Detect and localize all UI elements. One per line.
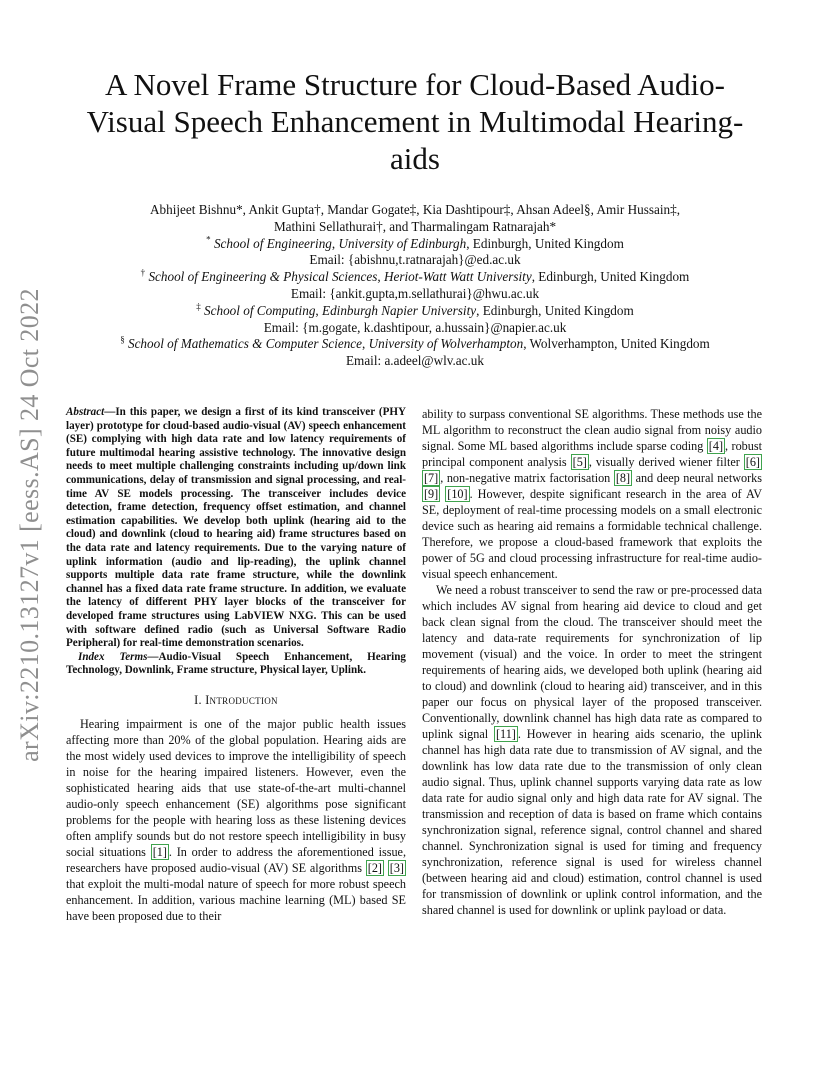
index-terms bbox=[66, 651, 406, 678]
citation-link[interactable]: [9] bbox=[424, 487, 439, 501]
citation-link[interactable]: [5] bbox=[572, 455, 587, 469]
citation-link[interactable]: [4] bbox=[708, 439, 724, 453]
paper-title: A Novel Frame Structure for Cloud-Based Audio-Visual Speech Enhancement in Multimodal Hearing-aids bbox=[86, 67, 744, 176]
citation-link[interactable]: [2] bbox=[367, 860, 382, 875]
right-column bbox=[422, 406, 762, 918]
affiliation-4-email: Email: a.adeel@wlv.ac.uk bbox=[346, 353, 484, 369]
affiliation-2: † School of Engineering & Physical Sciences, Heriot-Watt Watt University, Edinburgh, United Kingdom bbox=[140, 267, 690, 285]
affiliation-2-email: Email: {ankit.gupta,m.sellathurai}@hwu.ac.uk bbox=[290, 285, 540, 301]
intro-paragraph-2: We need a robust transceiver to send the raw or pre-processed data which includes AV signal from hearing aid device to cloud and get back clean signal from the cloud. The transceiver should meet the latency and data-rate requirements for synchronization of lip movement (visual) and the voice. In order to meet the stringent requirements of hearing aids, we developed both uplink (hearing aid to cloud) and downlink (cloud to hearing aid) transceiver, and in this paper our focus on physical layer of the proposed transceiver. Conventionally, downlink channel has high data rate as compared to uplink signal [11] . However in hearing aids scenario, the uplink channel has high data rate due to transmission of AV signal, and the downlink has low data rate due to the transmission of only clean audio signal. Thus, uplink channel supports varying data rate as low data rate for audio signal only and high data rate for AV signal. The transmission and reception of data is based on frame which contains synchronization signal, reference signal, control channel and shared channel. Synchronization signal is used for timing and frequency synchronization, reference signal is used for wireless channel (between hearing aid and cloud) estimation, control channel is used for transmission of downlink or uplink control information, and the shared channel is used for downlink or uplink payload or data. bbox=[422, 583, 762, 917]
citation-link[interactable]: [10] bbox=[447, 487, 468, 501]
abstract-label: Abstract bbox=[66, 406, 105, 418]
citation-link[interactable]: [1] bbox=[152, 844, 167, 859]
citation-link[interactable]: [3] bbox=[389, 860, 404, 875]
abstract-text: —In this paper, we design a first of its kind transceiver (PHY layer) prototype for cloud-based audio-visual (AV) speech enhancement (SE) complying with high data rate and low latency requirements of future multimodal hearing assistive technology. The innovative design needs to meet multiple challenging constraints including up/down link communications, delay of transmission and signal processing, and real-time AV SE models processing. The transceiver includes device detection, frame detection, frequency offset estimation, and channel estimation capabilities. We develop both uplink (hearing aid to the cloud) and downlink (cloud to hearing aid) frame structures based on the data rate and latency requirements. Due to the varying nature of uplink information (audio and lip-reading), the uplink channel supports multiple data rate frame structure, while the downlink channel has a fixed data rate frame structure. In addition, we evaluate the latency of different PHY layer blocks of the transceiver for developed frame structures using LabVIEW NXG. This can be used with software defined radio (such as Universal Software Radio Peripheral) for real-time demonstration scenarios. bbox=[66, 406, 406, 650]
affiliation-3: ‡ School of Computing, Edinburgh Napier University, Edinburgh, United Kingdom bbox=[196, 301, 634, 318]
citation-link[interactable]: [7] bbox=[424, 471, 439, 485]
affiliation-1-email: Email: {abishnu,t.ratnarajah}@ed.ac.uk bbox=[309, 252, 521, 268]
index-terms-label: Index Terms bbox=[78, 650, 148, 663]
arxiv-identifier-stamp bbox=[14, 270, 46, 780]
arxiv-id-text: arXiv:2210.13127v1 [eess.AS] 24 Oct 2022 bbox=[15, 288, 44, 762]
author-line-1: Abhijeet Bishnu*, Ankit Gupta†, Mandar Gogate‡, Kia Dashtipour‡, Ahsan Adeel§, Amir Hussain‡, bbox=[150, 202, 680, 217]
left-column bbox=[66, 406, 406, 924]
index-terms-text: —Audio-Visual Speech Enhancement, Hearing Technology, Downlink, Frame structure, Physical layer, Uplink. bbox=[66, 650, 406, 677]
citation-link[interactable]: [6] bbox=[745, 455, 760, 469]
affiliation-4: § School of Mathematics & Computer Science, University of Wolverhampton, Wolverhampton, United Kingdom bbox=[120, 334, 710, 352]
author-block bbox=[60, 202, 770, 370]
abstract bbox=[66, 406, 406, 651]
section-heading-introduction: I. Introduction bbox=[194, 692, 278, 707]
citation-link[interactable]: [11] bbox=[496, 727, 516, 741]
author-line-2: Mathini Sellathurai†, and Tharmalingam Ratnarajah* bbox=[273, 218, 557, 234]
affiliation-1: * School of Engineering, University of Edinburgh, Edinburgh, United Kingdom bbox=[206, 234, 624, 251]
affiliation-3-email: Email: {m.gogate, k.dashtipour, a.hussain}@napier.ac.uk bbox=[263, 319, 567, 335]
intro-paragraph-1-continued: ability to surpass conventional SE algorithms. These methods use the ML algorithm to reconstruct the clean audio signal from noisy audio signal. Some ML based algorithms include sparse coding [4] , robust principal component analysis [5] , visually derived wiener filter [6] [7] , non-negative matrix factorisation [8] and deep neural networks [9] [10] . However, despite significant research in the area of AV SE, deployment of real-time processing models on a small electronic device such as hearing aid remains a formidable technical challenge. Therefore, we propose a cloud-based framework that exploits the power of 5G and cloud processing infrastructure for real-time audio-visual speech enhancement. bbox=[422, 407, 762, 581]
intro-paragraph-1: Hearing impairment is one of the major public health issues affecting more than 20% of the global population. Hearing aids are the most widely used devices to improve the intelligibility of speech in noise for the hearing impaired listeners. However, even the sophisticated hearing aids that use state-of-the-art multi-channel audio-only speech enhancement (SE) algorithms pose significant problems for the people with hearing loss as these listening devices often amplify sounds but do not restore speech intelligibility in busy social situations [1] . In order to address the aforementioned issue, researchers have proposed audio-visual (AV) SE algorithms [2] [3] that exploit the multi-modal nature of speech for more robust speech enhancement. In addition, various machine learning (ML) based SE have been proposed due to their bbox=[66, 716, 406, 923]
citation-link[interactable]: [8] bbox=[615, 471, 631, 485]
